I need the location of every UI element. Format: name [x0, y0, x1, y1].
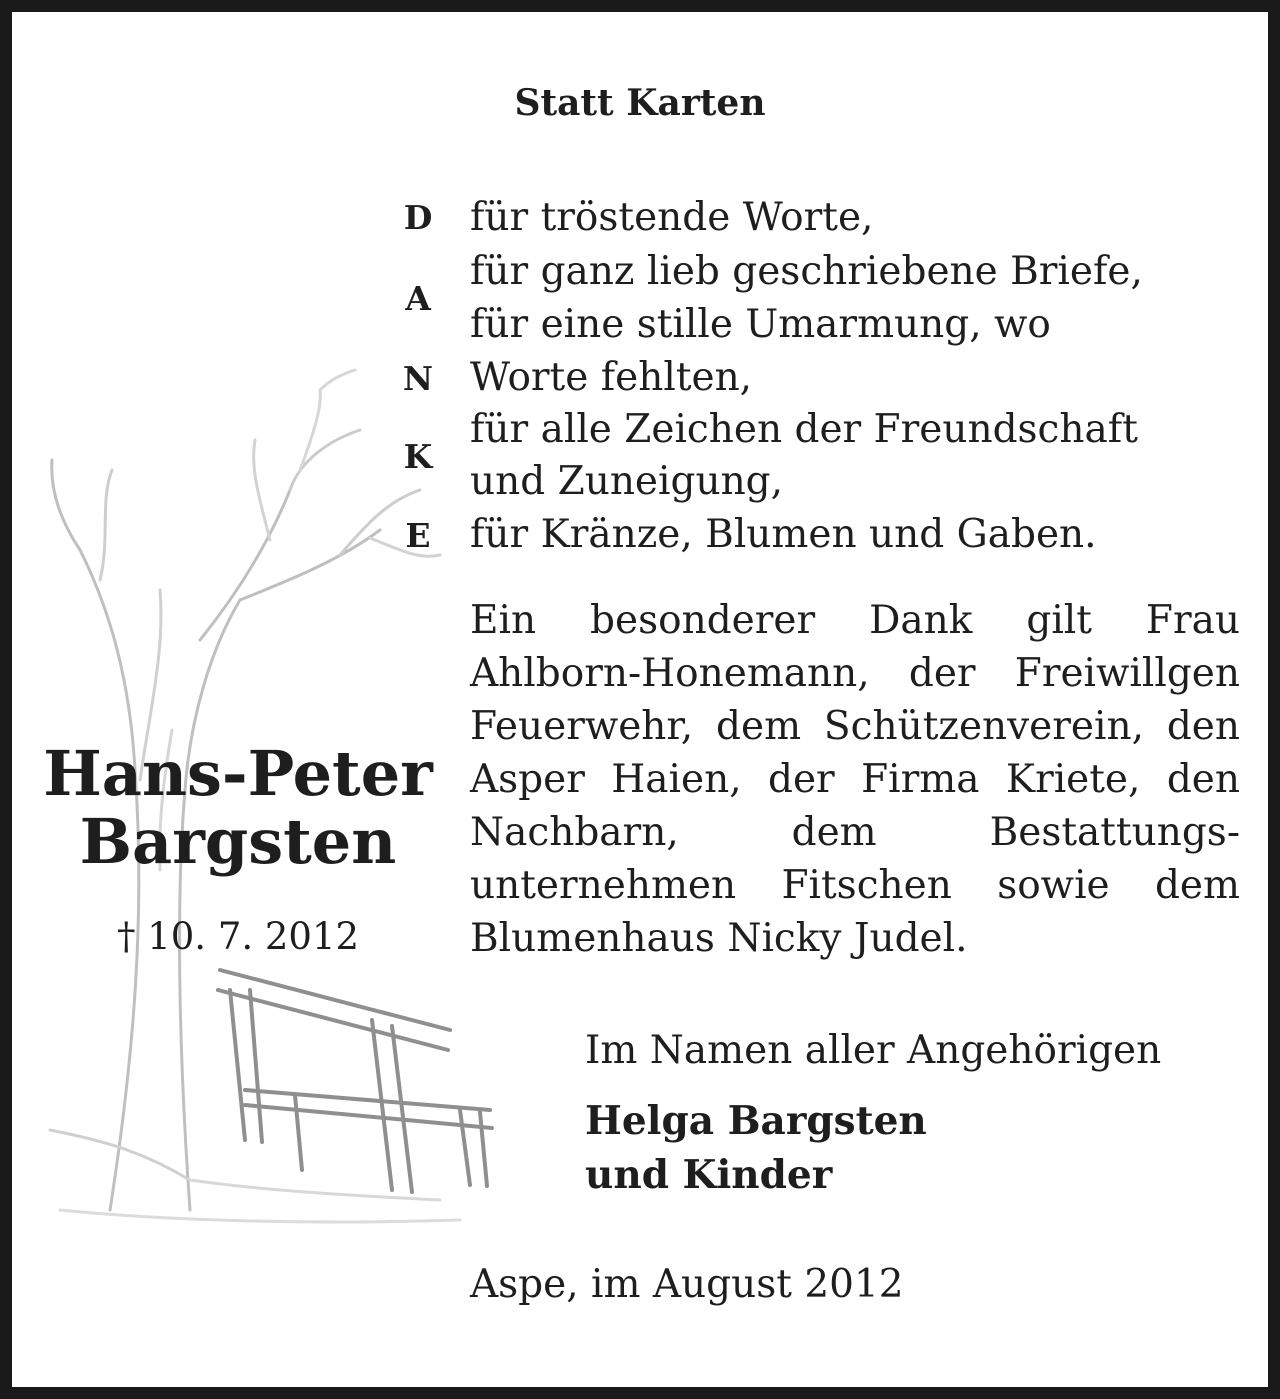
deceased-last-name: Bargsten	[79, 805, 397, 878]
signature-name-line: und Kinder	[585, 1152, 833, 1198]
special-thanks-paragraph: Ein besonderer Dank gilt Frau Ahlborn-Honemann, der Freiwillgen Feuerwehr, dem Schützenverein, den Asper Haien, der Firma Kriete, den Nachbarn, dem Bestattungs-unternehmen Fitschen sowie dem Blumenhaus Nicky Judel.	[470, 598, 1240, 961]
danke-letter-d: D	[403, 198, 433, 237]
poem-line: für eine stille Umarmung, wo	[470, 302, 1051, 347]
poem-line: für ganz lieb geschriebene Briefe,	[470, 249, 1143, 294]
poem-line: und Zuneigung,	[470, 459, 784, 504]
deceased-first-name: Hans-Peter	[43, 737, 433, 810]
danke-letter-k: K	[403, 437, 433, 476]
poem-line: für alle Zeichen der Freundschaft	[470, 407, 1138, 452]
deceased-name	[28, 737, 448, 878]
signature-names	[585, 1094, 927, 1202]
signature-name-line: Helga Bargsten	[585, 1098, 927, 1144]
header-statt-karten: Statt Karten	[514, 82, 766, 124]
signature-intro: Im Namen aller Angehörigen	[585, 1028, 1162, 1073]
danke-letter-a: A	[405, 279, 431, 318]
death-date: † 10. 7. 2012	[116, 915, 360, 958]
poem-line: für tröstende Worte,	[470, 195, 874, 240]
place-date: Aspe, im August 2012	[470, 1262, 904, 1307]
poem-line: für Kränze, Blumen und Gaben.	[470, 512, 1097, 557]
danke-letter-e: E	[405, 516, 431, 555]
danke-letter-n: N	[402, 359, 434, 398]
poem-line: Worte fehlten,	[470, 355, 753, 400]
